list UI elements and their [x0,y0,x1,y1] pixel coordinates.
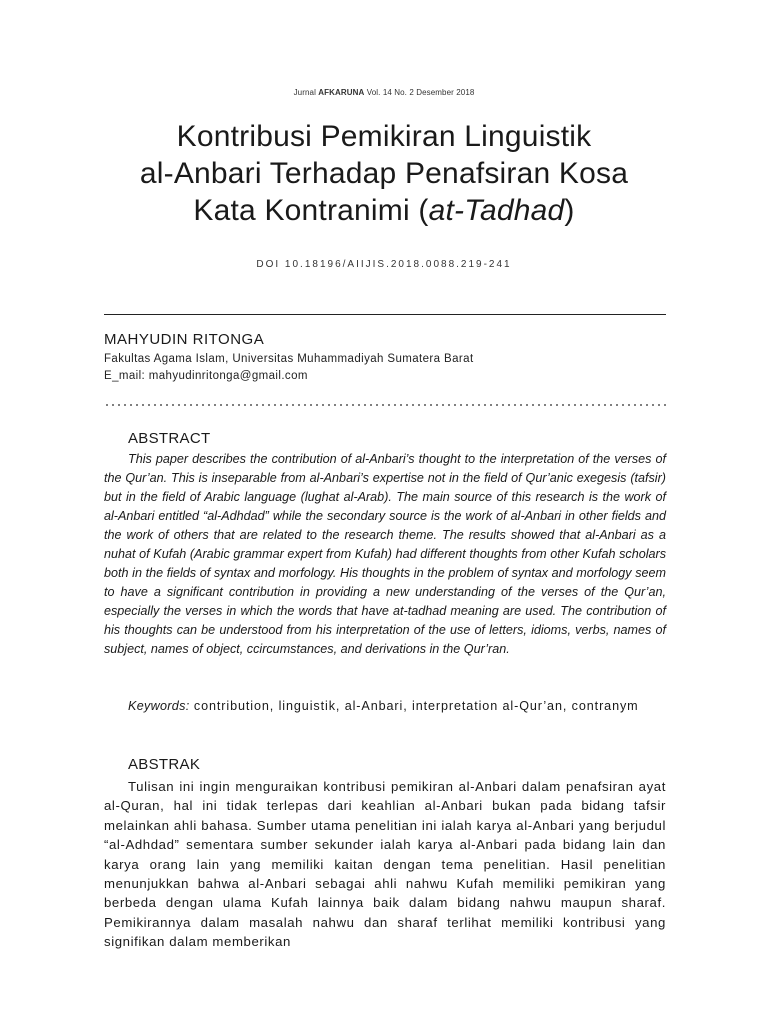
keywords-label: Keywords: [128,699,190,713]
title-line-3-main: Kata Kontranimi ( [193,194,429,227]
abstract-heading: ABSTRACT [128,430,211,447]
journal-header [0,88,768,97]
journal-issue: Vol. 14 No. 2 Desember 2018 [366,88,475,97]
author-name: MAHYUDIN RITONGA [104,331,265,348]
doi: DOI 10.18196/AIIJIS.2018.0088.219-241 [256,259,512,270]
section-divider [104,314,666,315]
abstrak-body: Tulisan ini ingin menguraikan kontribusi pemikiran al-Anbari dalam penafsiran ayat al-Quran, hal ini tidak terlepas dari keahlian al-Anbari bukan pada bidang tafsir melainkan ahli bahasa. Sumber utama penelitian ini ialah karya al-Anbari yang berjudul “al-Adhdad” sementara sumber sekunder ialah karya al-Anbari pada bidang lain dan karya orang lain yang memiliki kaitan dengan tema penelitian. Hasil penelitian menunjukkan bahwa al-Anbari sebagai ahli nahwu Kufah memiliki pemikiran yang berbeda dengan ulama Kufah lainnya baik dalam bidang nahwu maupun sharaf. Pemikirannya dalam masalah nahwu dan sharaf terlihat memiliki kontribusi yang signifikan dalam memberikan [104,779,666,950]
journal-prefix: Jurnal [293,88,316,97]
abstract-body: This paper describes the contribution of al-Anbari’s thought to the interpretation of the verses of the Qur’an. This is inseparable from al-Anbari’s expertise not in the field of Qur’anic exegesis (tafsir) but in the field of Arabic language (lughat al-Arab). The main source of this research is the work of al-Anbari entitled “al-Adhdad” while the secondary source is the work of al-Anbari in other fields and the work of others that are related to the research theme. The results showed that al-Anbari as a nuhat of Kufah (Arabic grammar expert from Kufah) had different thoughts from other Kufah scholars both in the fields of syntax and morfology. His thoughts in the problem of syntax and morfology seem to have a significant contribution in providing a new understanding of the verses of the Qur’an, especially the verses in which the words that have at-tadhad meaning are used. The contribution of his thoughts can be understood from his interpretation of the use of letters, idioms, verbs, names of subject, names of object, ccircumstances, and derivations in the Qur’ran. [104,452,666,656]
paper-title [90,118,678,229]
author-affiliation: Fakultas Agama Islam, Universitas Muhammadiyah Sumatera Barat [104,353,474,365]
keywords [104,697,666,716]
title-line-3 [90,192,678,229]
author-email: E_mail: mahyudinritonga@gmail.com [104,370,308,382]
dotted-divider [104,402,666,408]
abstrak-heading: ABSTRAK [128,756,201,773]
title-line-2: al-Anbari Terhadap Penafsiran Kosa [139,157,629,190]
title-line-3-italic: at-Tadhad [428,194,565,227]
title-line-1: Kontribusi Pemikiran Linguistik [176,120,592,153]
title-line-3-end: ) [564,194,575,227]
journal-name: AFKARUNA [318,88,365,97]
keywords-list: contribution, linguistik, al-Anbari, interpretation al-Qur’an, contranym [189,699,639,713]
